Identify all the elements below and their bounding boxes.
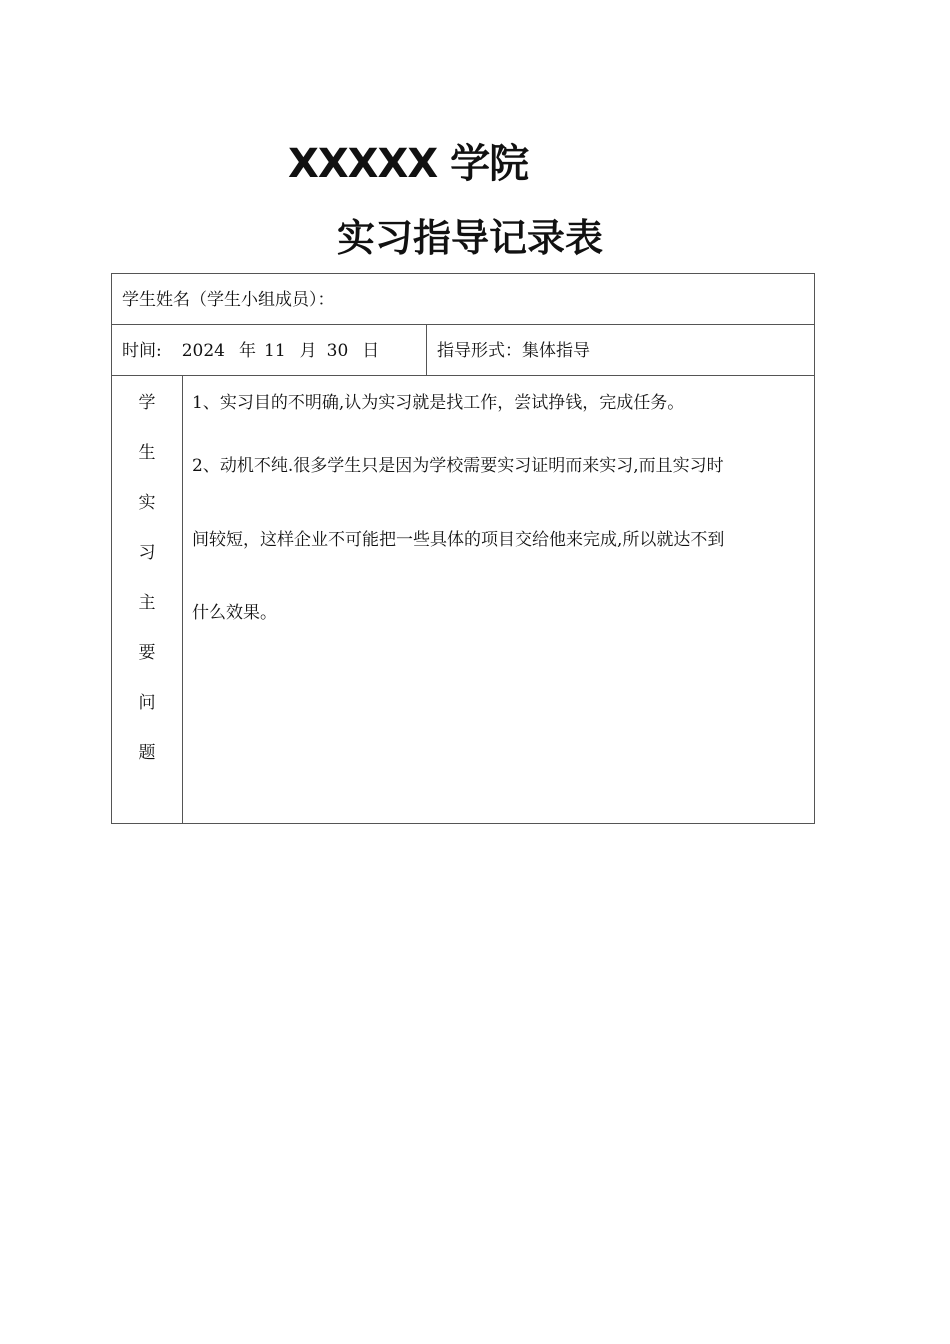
side-label-char: 习 [138, 543, 156, 563]
problem-line: 1、实习目的不明确,认为实习就是找工作，尝试挣钱，完成任务。 [192, 393, 685, 413]
time-field [122, 339, 379, 363]
row-divider [112, 324, 814, 325]
school-title: XXXXX 学院 [288, 141, 529, 187]
side-label-char: 要 [138, 643, 156, 663]
time-label: 时间: [122, 341, 162, 361]
time-year-unit: 年 [239, 341, 256, 361]
time-day-unit: 日 [362, 341, 380, 361]
problem-line: 什么效果。 [192, 603, 277, 623]
time-month: 11 [264, 341, 286, 361]
side-label-char: 题 [138, 743, 156, 763]
column-divider [182, 376, 183, 824]
side-label-char: 生 [138, 443, 156, 463]
side-label-char: 问 [138, 693, 156, 713]
time-year: 2024 [181, 341, 225, 361]
column-divider [426, 325, 427, 376]
side-label-char: 实 [138, 493, 156, 513]
side-label-char: 主 [138, 593, 156, 613]
problem-line: 2、动机不纯.很多学生只是因为学校需要实习证明而来实习,而且实习时 [192, 456, 724, 476]
side-label-char: 学 [138, 393, 156, 413]
row-divider [112, 375, 814, 376]
guidance-record-table [111, 273, 815, 824]
time-month-unit: 月 [299, 341, 317, 361]
guidance-form-label: 指导形式：集体指导 [437, 341, 590, 361]
time-day: 30 [326, 341, 349, 361]
problem-line: 间较短，这样企业不可能把一些具体的项目交给他来完成,所以就达不到 [192, 530, 725, 550]
student-name-label: 学生姓名（学生小组成员）： [122, 290, 335, 310]
form-title: 实习指导记录表 [337, 216, 604, 260]
